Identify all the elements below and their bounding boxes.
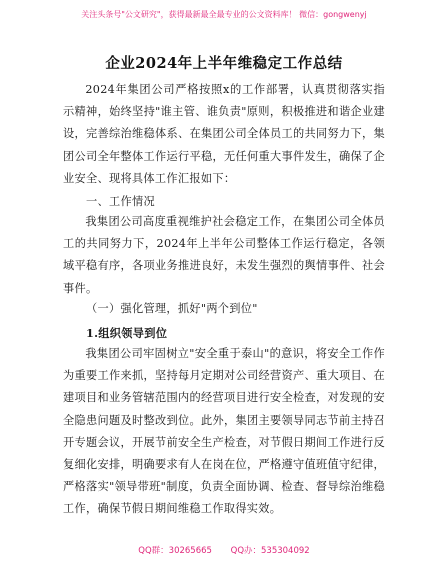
intro-paragraph: 2024年集团公司严格按照x的工作部署，认真贯彻落实指示精神，始终坚持"谁主管、谁负责"原则，积极推进和谐企业建设，完善综治维稳体系、在集团公司全体员工的共同努力下，集团公司全年整体工作运行平稳，无任何重大事件发生，确保了企业安全、现将具体工作汇报如下： xyxy=(63,83,385,185)
footer-qq-group: QQ群：30265665 xyxy=(138,546,212,556)
section-1-heading: 一、工作情况 xyxy=(86,195,155,208)
intro-section xyxy=(63,79,385,190)
footer-qq-office: QQ办：535304092 xyxy=(230,546,310,556)
section-1-body xyxy=(63,211,385,300)
subsection-1-item-1: 1.组织领导到位 xyxy=(86,326,168,340)
section-1-paragraph: 我集团公司高度重视维护社会稳定工作，在集团公司全体员工的共同努力下，2024年上半年公司整体工作运行稳定，各领域平稳有序，各项业务推进良好，未发生强烈的舆情事件、社会事件。 xyxy=(63,215,385,295)
subsection-1-body xyxy=(63,343,385,521)
subsection-1-paragraph: 我集团公司牢固树立"安全重于泰山"的意识，将安全工作作为重要工作来抓，坚持每月定期对公司经营资产、重大项目、在建项目和业务管辖范围内的经营项目进行安全检查，对发现的安全隐患问题及时整改到位。此外，集团主要领导同志节前主持召开专题会议，开展节前安全生产检查，对节假日期间工作进行反复细化安排，明确要求有人在岗在位，严格遵守值班值守纪律，严格落实"领导带班"制度，负责全面协调、检查、督导综治维稳工作，确保节假日期间维稳工作取得实效。 xyxy=(63,347,385,516)
footer-contact xyxy=(0,544,448,556)
promo-banner: 关注头条号"公文研究"，获得最新最全最专业的公文资料库！ 微信：gongwenyj xyxy=(81,10,367,19)
document-title: 企业2024年上半年维稳定工作总结 xyxy=(105,55,343,72)
subsection-1-heading: （一）强化管理，抓好"两个到位" xyxy=(86,302,258,315)
